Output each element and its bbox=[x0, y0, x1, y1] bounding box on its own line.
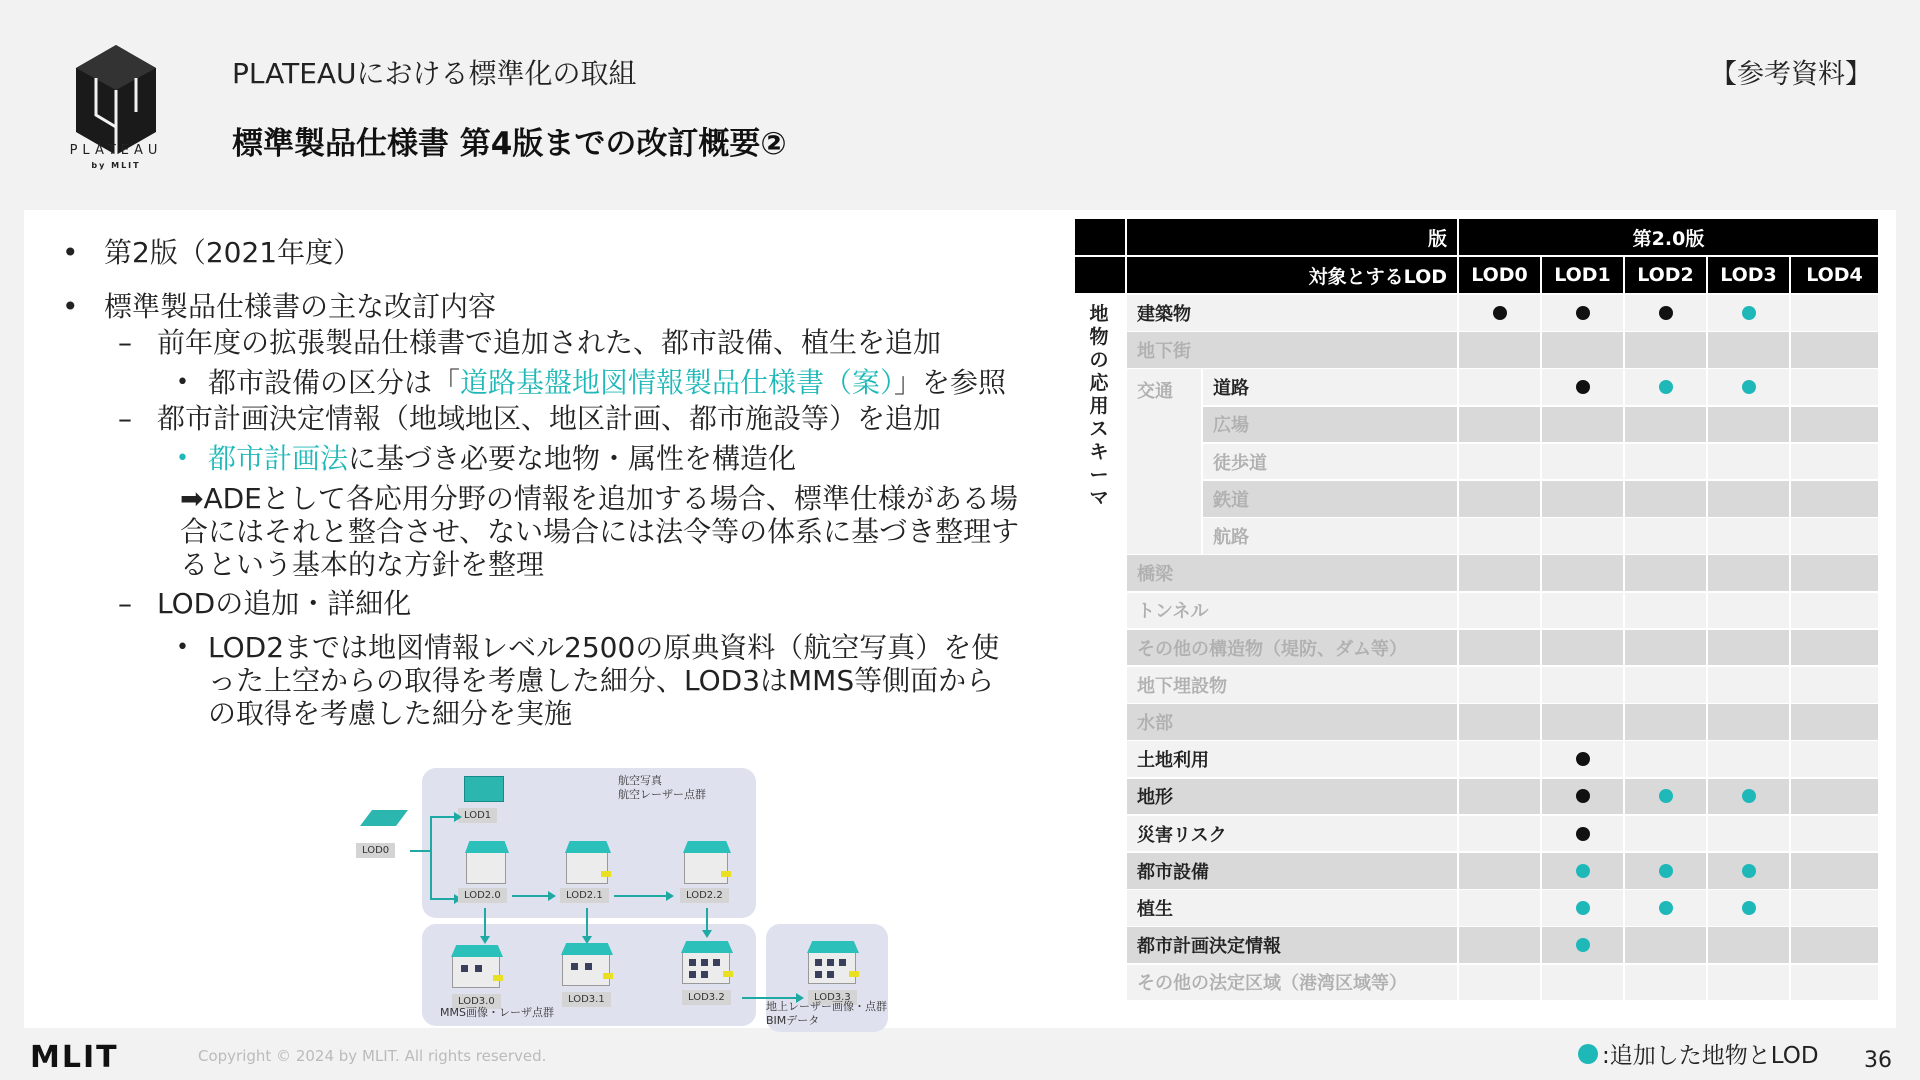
table-cell bbox=[1459, 779, 1540, 815]
table-cell bbox=[1791, 965, 1878, 1001]
table-cell bbox=[1625, 518, 1706, 554]
lod0-label: LOD0 bbox=[356, 843, 395, 858]
revision-detail-suffix: 」を参照 bbox=[894, 366, 1007, 399]
version-header-value: 第2.0版 bbox=[1459, 219, 1878, 255]
table-cell bbox=[1791, 555, 1878, 591]
lod1-header: LOD1 bbox=[1542, 257, 1623, 293]
table-cell bbox=[1542, 853, 1623, 889]
connector-arrow bbox=[430, 816, 432, 900]
table-cell bbox=[1542, 890, 1623, 926]
table-cell bbox=[1708, 481, 1789, 517]
table-cell bbox=[1542, 369, 1623, 405]
lod-diagram bbox=[350, 764, 920, 1034]
table-cell bbox=[1708, 555, 1789, 591]
bullet-marker: • bbox=[176, 446, 189, 471]
table-cell bbox=[1791, 667, 1878, 703]
table-row-label: その他の構造物（堤防、ダム等） bbox=[1127, 630, 1457, 666]
reference-label: 【参考資料】 bbox=[1710, 59, 1872, 90]
city-planning-law-link[interactable]: 都市計画法 bbox=[208, 442, 349, 475]
connector-arrow bbox=[614, 895, 668, 897]
table-cell bbox=[1791, 704, 1878, 740]
legend bbox=[1578, 1037, 1819, 1070]
table-cell bbox=[1625, 332, 1706, 368]
bullet-marker: • bbox=[62, 290, 79, 323]
table-row-label: 広場 bbox=[1203, 407, 1457, 443]
table-cell bbox=[1708, 593, 1789, 629]
ground-note-2: BIMデータ bbox=[766, 1014, 820, 1027]
table-header-corner bbox=[1075, 257, 1125, 293]
list-item bbox=[60, 587, 1020, 621]
lod20-house-icon bbox=[466, 850, 506, 884]
table-cell bbox=[1791, 295, 1878, 331]
black-dot-icon bbox=[1576, 306, 1590, 320]
connector-arrow bbox=[512, 895, 550, 897]
table-cell bbox=[1542, 555, 1623, 591]
lod22-label: LOD2.2 bbox=[680, 888, 729, 903]
table-cell bbox=[1542, 295, 1623, 331]
lod-table bbox=[1075, 219, 1878, 1011]
table-cell bbox=[1791, 630, 1878, 666]
table-cell bbox=[1542, 593, 1623, 629]
table-cell bbox=[1791, 779, 1878, 815]
teal-dot-icon bbox=[1742, 901, 1756, 915]
table-row-label: 道路 bbox=[1203, 369, 1457, 405]
page-number: 36 bbox=[1864, 1048, 1892, 1073]
list-item bbox=[60, 236, 1020, 270]
revision-item-3: LODの追加・詳細化 bbox=[157, 587, 412, 620]
table-cell bbox=[1708, 704, 1789, 740]
revision-item-1: 前年度の拡張製品仕様書で追加された、都市設備、植生を追加 bbox=[157, 326, 942, 359]
table-cell bbox=[1791, 332, 1878, 368]
table-row-label: 鉄道 bbox=[1203, 481, 1457, 517]
lod20-label: LOD2.0 bbox=[458, 888, 507, 903]
table-cell bbox=[1791, 369, 1878, 405]
table-cell bbox=[1542, 741, 1623, 777]
lod33-house-icon bbox=[808, 950, 856, 984]
table-cell bbox=[1708, 816, 1789, 852]
black-dot-icon bbox=[1576, 752, 1590, 766]
table-cell bbox=[1625, 965, 1706, 1001]
table-cell bbox=[1791, 593, 1878, 629]
lod1-block-icon bbox=[464, 776, 504, 802]
table-row-label: 土地利用 bbox=[1127, 741, 1457, 777]
revision-heading: 標準製品仕様書の主な改訂内容 bbox=[104, 290, 497, 323]
table-cell bbox=[1459, 965, 1540, 1001]
table-cell bbox=[1459, 816, 1540, 852]
table-cell bbox=[1625, 555, 1706, 591]
black-dot-icon bbox=[1576, 380, 1590, 394]
connector-arrow bbox=[484, 908, 486, 938]
revision-detail-prefix: 都市設備の区分は「 bbox=[208, 366, 461, 399]
table-cell bbox=[1625, 407, 1706, 443]
lod22-house-icon bbox=[684, 850, 728, 884]
table-cell bbox=[1459, 369, 1540, 405]
table-cell bbox=[1708, 779, 1789, 815]
lod32-label: LOD3.2 bbox=[682, 990, 731, 1005]
connector-arrow bbox=[706, 908, 708, 932]
lod1-label: LOD1 bbox=[458, 808, 497, 823]
connector-arrow bbox=[410, 850, 430, 852]
revision-detail-suffix: に基づき必要な地物・属性を構造化 bbox=[348, 442, 797, 475]
page-title: 標準製品仕様書 第4版までの改訂概要② bbox=[232, 126, 787, 162]
lod4-header: LOD4 bbox=[1791, 257, 1878, 293]
table-cell bbox=[1708, 853, 1789, 889]
version-header-label: 版 bbox=[1127, 219, 1457, 255]
lod0-shape-icon bbox=[360, 810, 408, 826]
schema-vertical-label: 地物の応用スキーマ bbox=[1089, 303, 1109, 509]
dash-marker: – bbox=[118, 402, 132, 435]
table-cell bbox=[1625, 853, 1706, 889]
connector-arrow bbox=[586, 908, 588, 938]
table-cell bbox=[1791, 407, 1878, 443]
black-dot-icon bbox=[1493, 306, 1507, 320]
lod0-header: LOD0 bbox=[1459, 257, 1540, 293]
table-row-label: 都市計画決定情報 bbox=[1127, 927, 1457, 963]
table-cell bbox=[1708, 630, 1789, 666]
lod31-label: LOD3.1 bbox=[562, 992, 611, 1007]
table-cell bbox=[1542, 816, 1623, 852]
table-row-label: その他の法定区域（港湾区域等） bbox=[1127, 965, 1457, 1001]
table-cell bbox=[1625, 369, 1706, 405]
target-lod-header: 対象とするLOD bbox=[1127, 257, 1457, 293]
arrowhead-icon bbox=[702, 930, 712, 938]
lod3-header: LOD3 bbox=[1708, 257, 1789, 293]
table-cell bbox=[1625, 704, 1706, 740]
copyright-text: Copyright © 2024 by MLIT. All rights reserved. bbox=[198, 1047, 547, 1065]
table-cell bbox=[1542, 481, 1623, 517]
table-cell bbox=[1542, 704, 1623, 740]
table-cell bbox=[1625, 779, 1706, 815]
arrowhead-icon bbox=[582, 936, 592, 944]
table-cell bbox=[1459, 704, 1540, 740]
table-cell bbox=[1459, 555, 1540, 591]
mms-note: MMS画像・レーザ点群 bbox=[440, 1006, 554, 1019]
black-dot-icon bbox=[1576, 827, 1590, 841]
table-cell bbox=[1708, 927, 1789, 963]
table-cell bbox=[1625, 890, 1706, 926]
bullet-marker: • bbox=[176, 370, 189, 395]
table-cell bbox=[1791, 816, 1878, 852]
edition-heading: 第2版（2021年度） bbox=[104, 236, 362, 269]
list-item bbox=[60, 366, 1020, 400]
table-cell bbox=[1708, 667, 1789, 703]
lod2-header: LOD2 bbox=[1625, 257, 1706, 293]
revision-item-2: 都市計画決定情報（地域地区、地区計画、都市施設等）を追加 bbox=[157, 402, 942, 435]
teal-dot-icon bbox=[1576, 901, 1590, 915]
table-cell bbox=[1708, 369, 1789, 405]
table-row-label: 地下埋設物 bbox=[1127, 667, 1457, 703]
table-cell bbox=[1708, 332, 1789, 368]
table-header-corner bbox=[1075, 219, 1125, 255]
bullet-marker: • bbox=[62, 236, 79, 269]
transport-group-label: 交通 bbox=[1127, 369, 1201, 554]
table-cell bbox=[1459, 853, 1540, 889]
arrowhead-icon bbox=[454, 812, 462, 822]
teal-dot-icon bbox=[1742, 789, 1756, 803]
table-cell bbox=[1625, 481, 1706, 517]
teal-dot-icon bbox=[1659, 901, 1673, 915]
table-row-label: 建築物 bbox=[1127, 295, 1457, 331]
list-item bbox=[60, 290, 1020, 324]
table-cell bbox=[1542, 779, 1623, 815]
bullet-marker: • bbox=[176, 635, 189, 660]
teal-dot-icon bbox=[1659, 864, 1673, 878]
table-row-label: 橋梁 bbox=[1127, 555, 1457, 591]
table-cell bbox=[1791, 853, 1878, 889]
table-cell bbox=[1542, 927, 1623, 963]
teal-dot-icon bbox=[1576, 938, 1590, 952]
table-cell bbox=[1708, 518, 1789, 554]
table-cell bbox=[1459, 927, 1540, 963]
table-cell bbox=[1542, 667, 1623, 703]
table-cell bbox=[1625, 816, 1706, 852]
legend-text: :追加した地物とLOD bbox=[1602, 1043, 1819, 1069]
table-row-label: 徒歩道 bbox=[1203, 444, 1457, 480]
table-cell bbox=[1459, 593, 1540, 629]
page-subtitle: PLATEAUにおける標準化の取組 bbox=[232, 57, 637, 90]
list-item bbox=[60, 442, 1020, 476]
table-cell bbox=[1625, 444, 1706, 480]
aerial-note-1: 航空写真 bbox=[618, 774, 662, 787]
table-cell bbox=[1791, 481, 1878, 517]
table-cell bbox=[1459, 332, 1540, 368]
table-row-label: 植生 bbox=[1127, 890, 1457, 926]
list-item bbox=[60, 482, 1020, 581]
table-row-label: 地下街 bbox=[1127, 332, 1457, 368]
table-row-label: 地形 bbox=[1127, 779, 1457, 815]
table-cell bbox=[1625, 593, 1706, 629]
teal-dot-icon bbox=[1742, 306, 1756, 320]
table-cell bbox=[1542, 444, 1623, 480]
list-item bbox=[60, 631, 1020, 730]
connector-arrow bbox=[430, 898, 456, 900]
table-cell bbox=[1459, 481, 1540, 517]
table-cell bbox=[1625, 630, 1706, 666]
table-cell bbox=[1459, 295, 1540, 331]
table-row-label: 水部 bbox=[1127, 704, 1457, 740]
table-cell bbox=[1791, 741, 1878, 777]
table-cell bbox=[1542, 965, 1623, 1001]
dash-marker: – bbox=[118, 587, 132, 620]
table-cell bbox=[1708, 890, 1789, 926]
connector-arrow bbox=[430, 816, 456, 818]
black-dot-icon bbox=[1659, 306, 1673, 320]
table-row-label: トンネル bbox=[1127, 593, 1457, 629]
arrowhead-icon bbox=[480, 936, 490, 944]
table-cell bbox=[1625, 667, 1706, 703]
table-row-label: 災害リスク bbox=[1127, 816, 1457, 852]
teal-dot-icon bbox=[1742, 380, 1756, 394]
table-cell bbox=[1542, 332, 1623, 368]
table-cell bbox=[1791, 444, 1878, 480]
list-item bbox=[60, 326, 1020, 360]
dash-marker: – bbox=[118, 326, 132, 359]
table-cell bbox=[1459, 741, 1540, 777]
connector-arrow bbox=[742, 997, 798, 999]
table-cell bbox=[1791, 927, 1878, 963]
list-item bbox=[60, 402, 1020, 436]
lod30-label: LOD3.0 bbox=[452, 994, 501, 1009]
teal-dot-icon bbox=[1576, 864, 1590, 878]
aerial-note-2: 航空レーザー点群 bbox=[618, 788, 706, 801]
ade-policy-text: ➡ADEとして各応用分野の情報を追加する場合、標準仕様がある場合にはそれと整合させ、ない場合には法令等の体系に基づき整理するという基本的な方針を整理 bbox=[180, 482, 1020, 581]
lod21-house-icon bbox=[566, 850, 608, 884]
teal-dot-icon bbox=[1578, 1044, 1598, 1064]
logo-subtext: by MLIT bbox=[91, 161, 141, 170]
table-cell bbox=[1459, 890, 1540, 926]
table-cell bbox=[1708, 444, 1789, 480]
lod30-house-icon bbox=[452, 954, 500, 988]
lod21-label: LOD2.1 bbox=[560, 888, 609, 903]
bullet-list bbox=[60, 236, 1020, 730]
table-cell bbox=[1625, 741, 1706, 777]
lod32-house-icon bbox=[682, 950, 730, 984]
table-cell bbox=[1459, 407, 1540, 443]
table-cell bbox=[1708, 965, 1789, 1001]
table-cell bbox=[1708, 295, 1789, 331]
table-cell bbox=[1708, 741, 1789, 777]
table-cell bbox=[1542, 518, 1623, 554]
logo-wordmark: PLATEAU bbox=[69, 143, 163, 158]
black-dot-icon bbox=[1576, 789, 1590, 803]
teal-dot-icon bbox=[1742, 864, 1756, 878]
table-cell bbox=[1625, 295, 1706, 331]
table-cell bbox=[1542, 407, 1623, 443]
table-cell bbox=[1791, 890, 1878, 926]
table-cell bbox=[1459, 667, 1540, 703]
table-cell bbox=[1625, 927, 1706, 963]
table-row-label: 航路 bbox=[1203, 518, 1457, 554]
table-row-label: 都市設備 bbox=[1127, 853, 1457, 889]
table-cell bbox=[1459, 630, 1540, 666]
road-spec-link[interactable]: 道路基盤地図情報製品仕様書（案） bbox=[460, 366, 895, 399]
table-cell bbox=[1542, 630, 1623, 666]
ground-note-1: 地上レーザー画像・点群 bbox=[766, 1000, 887, 1013]
arrowhead-icon bbox=[666, 891, 674, 901]
lod-detail-text: LOD2までは地図情報レベル2500の原典資料（航空写真）を使った上空からの取得を考慮した細分、LOD3はMMS等側面からの取得を考慮した細分を実施 bbox=[208, 631, 1000, 730]
table-cell bbox=[1708, 407, 1789, 443]
lod33-label: LOD3.3 bbox=[808, 990, 857, 1005]
arrowhead-icon bbox=[548, 891, 556, 901]
teal-dot-icon bbox=[1659, 380, 1673, 394]
mlit-logo: MLIT bbox=[30, 1040, 119, 1075]
table-cell bbox=[1459, 444, 1540, 480]
teal-dot-icon bbox=[1659, 789, 1673, 803]
table-cell bbox=[1459, 518, 1540, 554]
lod31-house-icon bbox=[562, 952, 610, 986]
table-cell bbox=[1791, 518, 1878, 554]
